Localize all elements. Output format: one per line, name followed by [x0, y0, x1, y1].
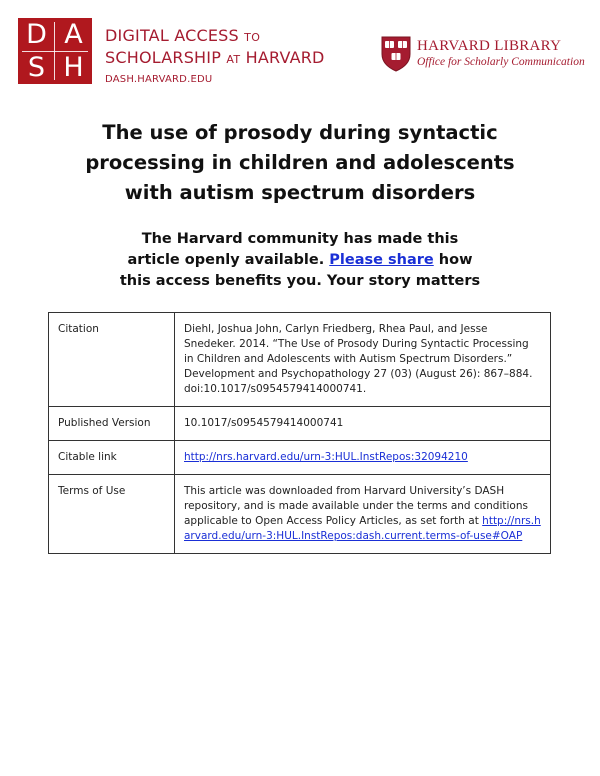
citable-link[interactable]: http://nrs.harvard.edu/urn-3:HUL.InstRepos:32094210: [184, 451, 468, 463]
dash-logo-letter-a: A: [64, 19, 83, 50]
article-title: [40, 118, 560, 208]
article-title-line: with autism spectrum disorders: [124, 181, 476, 204]
dash-wordmark: [105, 26, 325, 87]
harvard-library-name: HARVARD LIBRARY: [417, 38, 562, 54]
dash-wordmark-main: DIGITAL ACCESS: [105, 26, 239, 45]
dash-logo-divider: [22, 51, 88, 52]
dash-wordmark-end: HARVARD: [245, 48, 325, 67]
harvard-shield-icon: [381, 36, 411, 72]
dash-url: DASH.HARVARD.EDU: [105, 74, 213, 85]
dash-wordmark-main: SCHOLARSHIP: [105, 48, 222, 67]
terms-of-use-text: This article was downloaded from Harvard University’s DASH repository, and is made available under the terms and conditions applicable to Open Access Policy Articles, as set forth at: [184, 485, 528, 527]
table-row-terms-of-use: [49, 475, 551, 554]
notice-line3: this access benefits you. Your story matters: [119, 273, 481, 289]
terms-of-use-label: Terms of Use: [49, 475, 175, 554]
metadata-table: [48, 312, 551, 554]
citation-label: Citation: [49, 313, 175, 407]
dash-logo-letter-s: S: [27, 52, 46, 83]
citable-link-label: Citable link: [49, 441, 175, 475]
dash-wordmark-line2: [105, 48, 325, 70]
dash-logo: [18, 18, 92, 84]
dash-wordmark-small: AT: [226, 53, 241, 66]
open-access-notice: [60, 229, 540, 292]
please-share-link[interactable]: Please share: [329, 252, 434, 268]
notice-line1: The Harvard community has made this: [141, 231, 459, 247]
harvard-library-office: Office for Scholarly Communication: [417, 56, 585, 68]
harvard-library-wordmark: [417, 38, 585, 70]
notice-line2-before: article openly available.: [127, 252, 325, 268]
dash-logo-letter-d: D: [26, 19, 47, 50]
terms-of-use-cell: [175, 475, 551, 554]
table-row-published-version: [49, 407, 551, 441]
table-row-citation: [49, 313, 551, 407]
citable-link-cell: [175, 441, 551, 475]
table-row-citable-link: [49, 441, 551, 475]
published-version-value: 10.1017/s0954579414000741: [175, 407, 551, 441]
terms-of-use-link[interactable]: http://nrs.harvard.edu/urn-3:HUL.InstRepos:dash.current.terms-of-use#OAP: [184, 515, 541, 542]
citation-value: Diehl, Joshua John, Carlyn Friedberg, Rhea Paul, and Jesse Snedeker. 2014. “The Use of Prosody During Syntactic Processing in Children and Adolescents with Autism Spectrum Disorders.” Development and Psychopathology 27 (03) (August 26): 867–884. doi:10.1017/s0954579414000741.: [175, 313, 551, 407]
notice-line2-after: how: [438, 252, 473, 268]
article-title-line: The use of prosody during syntactic: [102, 121, 498, 144]
notice-line2: [60, 250, 540, 271]
article-title-line: processing in children and adolescents: [85, 151, 515, 174]
published-version-label: Published Version: [49, 407, 175, 441]
dash-wordmark-line1: [105, 26, 325, 48]
dash-wordmark-small: TO: [244, 31, 261, 44]
dash-logo-letter-h: H: [63, 52, 84, 83]
